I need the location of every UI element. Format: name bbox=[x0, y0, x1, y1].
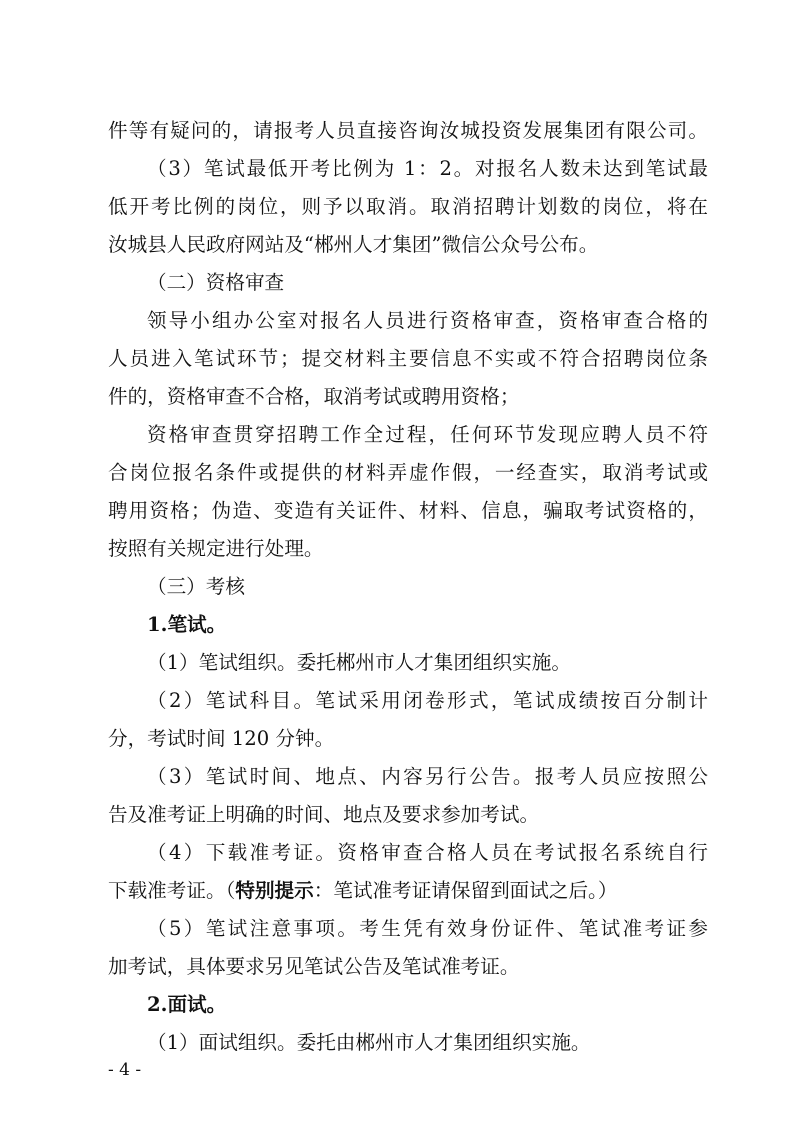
subsection-heading: 2.面试。 bbox=[147, 993, 227, 1016]
section-heading: （二）资格审查 bbox=[147, 271, 285, 294]
body-text-line: 合岗位报名条件或提供的材料弄虚作假，一经查实，取消考试或 bbox=[108, 461, 708, 484]
paragraph-first-line: （1）笔试组织。委托郴州市人才集团组织实施。 bbox=[147, 651, 571, 674]
body-text-line: 按照有关规定进行处理。 bbox=[108, 537, 324, 560]
text-run: 下载准考证。（ bbox=[108, 879, 236, 902]
subsection-heading: 1.笔试。 bbox=[147, 613, 227, 636]
body-text-line: 聘用资格；伪造、变造有关证件、材料、信息，骗取考试资格的， bbox=[108, 499, 708, 522]
special-notice-label: 特别提示 bbox=[235, 879, 314, 902]
paragraph-first-line: （5）笔试注意事项。考生凭有效身份证件、笔试准考证参 bbox=[147, 917, 708, 940]
page-number: - 4 - bbox=[108, 1060, 142, 1080]
body-text-line bbox=[108, 876, 708, 906]
body-text-line: 分，考试时间 120 分钟。 bbox=[108, 727, 335, 750]
body-text-line: 汝城县人民政府网站及“郴州人才集团”微信公众号公布。 bbox=[108, 233, 599, 256]
section-heading: （三）考核 bbox=[147, 575, 245, 598]
paragraph-first-line: （2）笔试科目。笔试采用闭卷形式，笔试成绩按百分制计 bbox=[147, 689, 708, 712]
body-text-line: 告及准考证上明确的时间、地点及要求参加考试。 bbox=[108, 803, 540, 826]
paragraph-first-line: （3）笔试最低开考比例为 1：2。对报名人数未达到笔试最 bbox=[147, 157, 708, 180]
paragraph-first-line: （4）下载准考证。资格审查合格人员在考试报名系统自行 bbox=[147, 841, 708, 864]
body-text-line: 低开考比例的岗位，则予以取消。取消招聘计划数的岗位，将在 bbox=[108, 195, 708, 218]
body-text-line: 件等有疑问的，请报考人员直接咨询汝城投资发展集团有限公司。 bbox=[108, 119, 708, 142]
paragraph-first-line: 资格审查贯穿招聘工作全过程，任何环节发现应聘人员不符 bbox=[147, 423, 708, 446]
paragraph-first-line: （3）笔试时间、地点、内容另行公告。报考人员应按照公 bbox=[147, 765, 708, 788]
body-text-line: 加考试，具体要求另见笔试公告及笔试准考证。 bbox=[108, 955, 520, 978]
paragraph-first-line: 领导小组办公室对报名人员进行资格审查，资格审查合格的 bbox=[147, 309, 708, 332]
body-text-line: 件的，资格审查不合格，取消考试或聘用资格； bbox=[108, 385, 520, 408]
body-text-line: 人员进入笔试环节；提交材料主要信息不实或不符合招聘岗位条 bbox=[108, 347, 708, 370]
text-run: ：笔试准考证请保留到面试之后。） bbox=[313, 879, 618, 902]
paragraph-first-line: （1）面试组织。委托由郴州市人才集团组织实施。 bbox=[147, 1031, 591, 1054]
